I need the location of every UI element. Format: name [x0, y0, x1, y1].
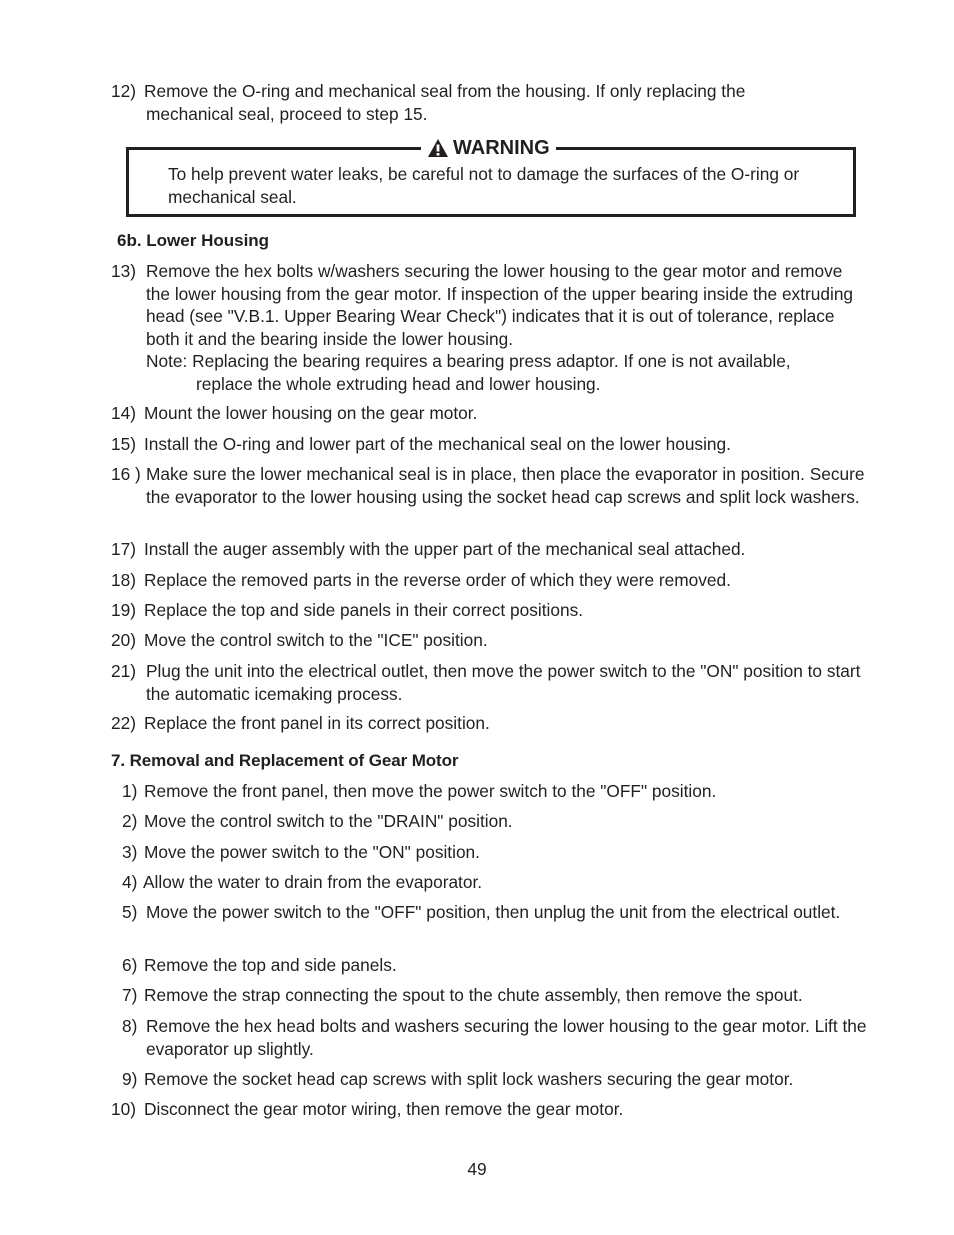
- step-21: [111, 660, 871, 705]
- step-text: Replace the front panel in its correct position.: [144, 713, 490, 733]
- step-16: [111, 463, 871, 508]
- step-19: [111, 599, 871, 622]
- step-text: Remove the socket head cap screws with split lock washers securing the gear motor.: [144, 1069, 794, 1089]
- step-18: [111, 569, 871, 592]
- step-17: [111, 538, 871, 561]
- warning-text: To help prevent water leaks, be careful not to damage the surfaces of the O-ring or mechanical seal.: [168, 164, 800, 207]
- step-number: 14): [111, 403, 136, 423]
- gear-step-7: [122, 984, 872, 1007]
- step-20: [111, 629, 871, 652]
- step-text: Remove the hex head bolts and washers securing the lower housing to the gear motor. Lift the evaporator up slightly.: [146, 1016, 867, 1059]
- warning-box: [126, 137, 856, 217]
- page-number: 49: [467, 1159, 487, 1179]
- gear-step-9: [122, 1068, 872, 1091]
- step-22: [111, 712, 871, 735]
- gear-step-3: [122, 841, 872, 864]
- step-15: [111, 433, 871, 456]
- step-number: 20): [111, 630, 136, 650]
- gear-step-2: [122, 810, 872, 833]
- step-number: 17): [111, 539, 136, 559]
- gear-step-5: [122, 901, 872, 924]
- step-number: 13): [111, 261, 136, 281]
- section-6b-heading: 6b. Lower Housing: [117, 231, 270, 250]
- warning-label: [421, 136, 556, 160]
- step-number: 8): [122, 1016, 138, 1036]
- step-text: Disconnect the gear motor wiring, then remove the gear motor.: [144, 1099, 624, 1119]
- step-text: Move the control switch to the "DRAIN" position.: [144, 811, 513, 831]
- gear-step-1: [122, 780, 872, 803]
- step-number: 16 ): [111, 464, 141, 484]
- step-number: 2): [122, 811, 138, 831]
- step-number: 18): [111, 570, 136, 590]
- step-text: Allow the water to drain from the evaporator.: [143, 872, 483, 892]
- gear-step-6: [122, 954, 872, 977]
- step-number: 21): [111, 661, 136, 681]
- step-text: Remove the front panel, then move the power switch to the "OFF" position.: [144, 781, 717, 801]
- step-number: 4): [122, 872, 138, 892]
- step-text: Plug the unit into the electrical outlet, then move the power switch to the "ON" position to start the automatic icemaking process.: [146, 661, 861, 704]
- step-number: 15): [111, 434, 136, 454]
- bearing-note: [146, 350, 866, 395]
- warning-triangle-icon: [427, 138, 449, 158]
- step-14: [111, 402, 871, 425]
- step-number: 5): [122, 902, 138, 922]
- note-line-2: replace the whole extruding head and lower housing.: [196, 373, 601, 394]
- section-7-heading: 7. Removal and Replacement of Gear Motor: [111, 751, 459, 770]
- step-text: Remove the top and side panels.: [144, 955, 397, 975]
- step-number: 22): [111, 713, 136, 733]
- step-text: Install the O-ring and lower part of the mechanical seal on the lower housing.: [144, 434, 731, 454]
- step-number: 12): [111, 81, 136, 101]
- step-text: Remove the strap connecting the spout to the chute assembly, then remove the spout.: [144, 985, 803, 1005]
- gear-step-8: [122, 1015, 872, 1060]
- gear-step-10: [111, 1098, 871, 1121]
- step-text: Move the power switch to the "OFF" position, then unplug the unit from the electrical outlet.: [146, 902, 841, 922]
- gear-step-4: [122, 871, 872, 894]
- step-text: Make sure the lower mechanical seal is in place, then place the evaporator in position. Secure the evaporator to the lower housing using the socket head cap screws and split lock washers.: [146, 464, 865, 507]
- step-text: Remove the O-ring and mechanical seal from the housing. If only replacing the mechanical seal, proceed to step 15.: [144, 81, 746, 124]
- step-text: Remove the hex bolts w/washers securing the lower housing to the gear motor and remove the lower housing from the gear motor. If inspection of the upper bearing inside the extruding head (see "V.B.1. Upper Bearing Wear Check") indicates that it is out of tolerance, replace both it and the bearing inside the lower housing.: [146, 261, 854, 349]
- step-13: [111, 260, 871, 350]
- step-number: 1): [122, 781, 138, 801]
- step-text: Replace the top and side panels in their correct positions.: [144, 600, 584, 620]
- step-text: Move the control switch to the "ICE" position.: [144, 630, 488, 650]
- step-number: 19): [111, 600, 136, 620]
- warning-title: WARNING: [453, 137, 550, 159]
- step-text: Mount the lower housing on the gear motor.: [144, 403, 478, 423]
- step-text: Install the auger assembly with the upper part of the mechanical seal attached.: [144, 539, 746, 559]
- step-text: Move the power switch to the "ON" position.: [144, 842, 480, 862]
- step-number: 10): [111, 1099, 136, 1119]
- step-text: Replace the removed parts in the reverse order of which they were removed.: [144, 570, 731, 590]
- note-line-1: Note: Replacing the bearing requires a bearing press adaptor. If one is not available,: [146, 351, 791, 371]
- step-number: 3): [122, 842, 138, 862]
- step-number: 7): [122, 985, 138, 1005]
- step-number: 6): [122, 955, 138, 975]
- step-12: [111, 80, 851, 125]
- step-number: 9): [122, 1069, 138, 1089]
